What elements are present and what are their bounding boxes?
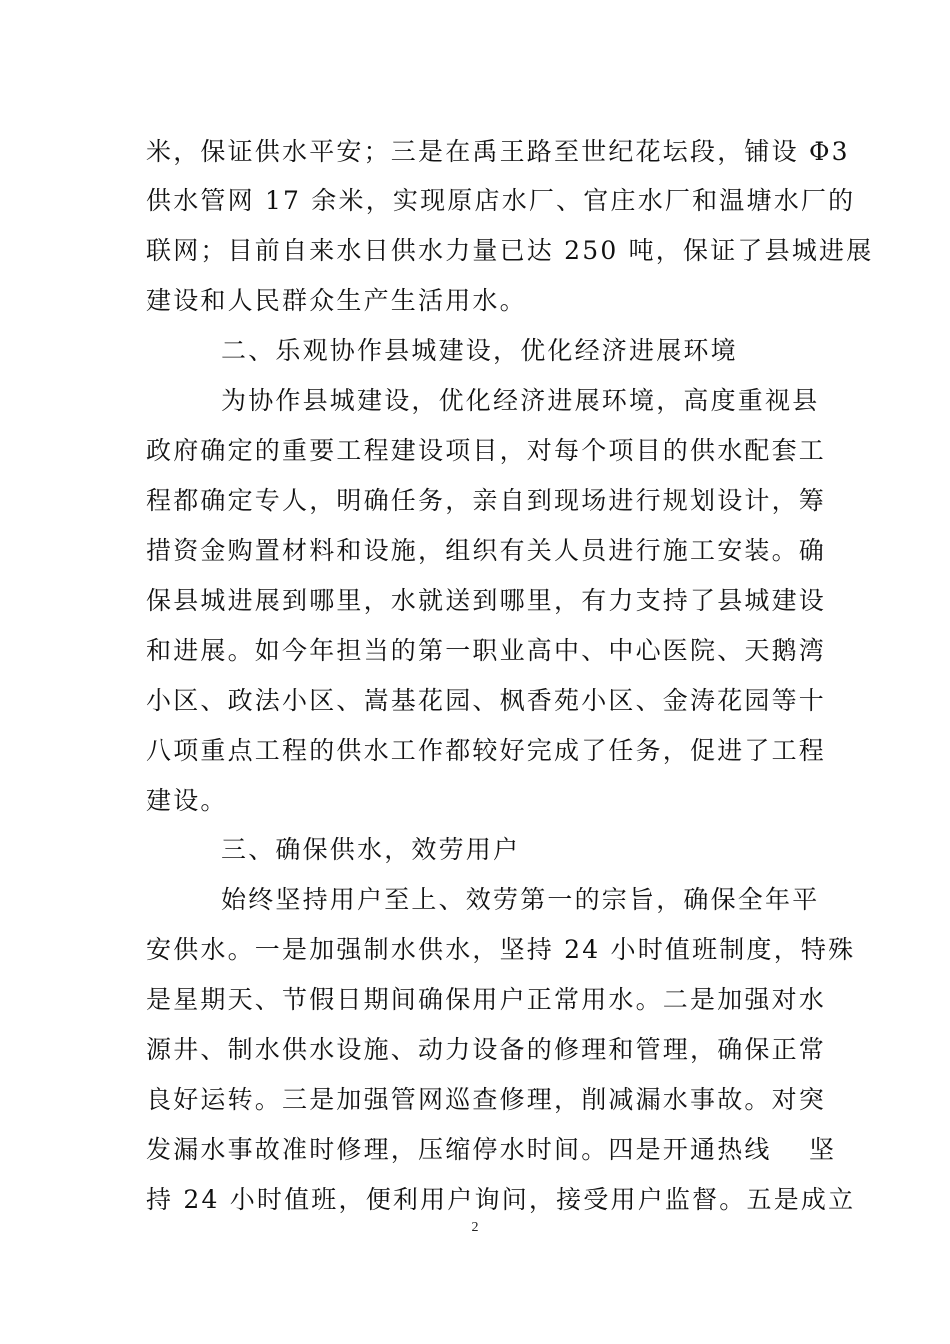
text-line-13: 八项重点工程的供水工作都较好完成了任务，促进了工程 (146, 736, 827, 765)
text-line-12: 小区、政法小区、嵩基花园、枫香苑小区、金涛花园等十 (146, 686, 827, 715)
text-line-10: 保县城进展到哪里，水就送到哪里，有力支持了县城建设 (146, 586, 827, 615)
section-heading-2: 二、乐观协作县城建设，优化经济进展环境 (221, 336, 738, 365)
text-line-3: 联网；目前自来水日供水力量已达 250 吨，保证了县城进展 (146, 236, 874, 265)
text-line-14: 建设。 (146, 786, 228, 815)
text-line-17: 安供水。一是加强制水供水，坚持 24 小时值班制度，特殊 (146, 935, 856, 964)
text-line-1: 米，保证供水平安；三是在禹王路至世纪花坛段，铺设 Φ3 (146, 137, 850, 166)
text-line-18: 是星期天、节假日期间确保用户正常用水。二是加强对水 (146, 985, 827, 1014)
text-line-8: 程都确定专人，明确任务，亲自到现场进行规划设计，筹 (146, 486, 827, 515)
page-number: 2 (471, 1220, 479, 1235)
text-line-9: 措资金购置材料和设施，组织有关人员进行施工安装。确 (146, 536, 827, 565)
text-line-11: 和进展。如今年担当的第一职业高中、中心医院、天鹅湾 (146, 636, 827, 665)
text-line-20: 良好运转。三是加强管网巡查修理，削减漏水事故。对突 (146, 1085, 827, 1114)
text-line-19: 源井、制水供水设施、动力设备的修理和管理，确保正常 (146, 1035, 827, 1064)
text-line-2: 供水管网 17 余米，实现原店水厂、官庄水厂和温塘水厂的 (146, 186, 856, 215)
section-heading-3: 三、确保供水，效劳用户 (221, 835, 521, 864)
text-line-4: 建设和人民群众生产生活用水。 (146, 286, 527, 315)
text-line-7: 政府确定的重要工程建设项目，对每个项目的供水配套工 (146, 436, 827, 465)
text-line-6: 为协作县城建设，优化经济进展环境，高度重视县 (221, 386, 820, 415)
text-line-22: 持 24 小时值班，便利用户询问，接受用户监督。五是成立 (146, 1185, 856, 1214)
text-line-16: 始终坚持用户至上、效劳第一的宗旨，确保全年平 (221, 885, 820, 914)
text-line-21: 发漏水事故准时修理，压缩停水时间。四是开通热线 坚 (146, 1135, 837, 1164)
